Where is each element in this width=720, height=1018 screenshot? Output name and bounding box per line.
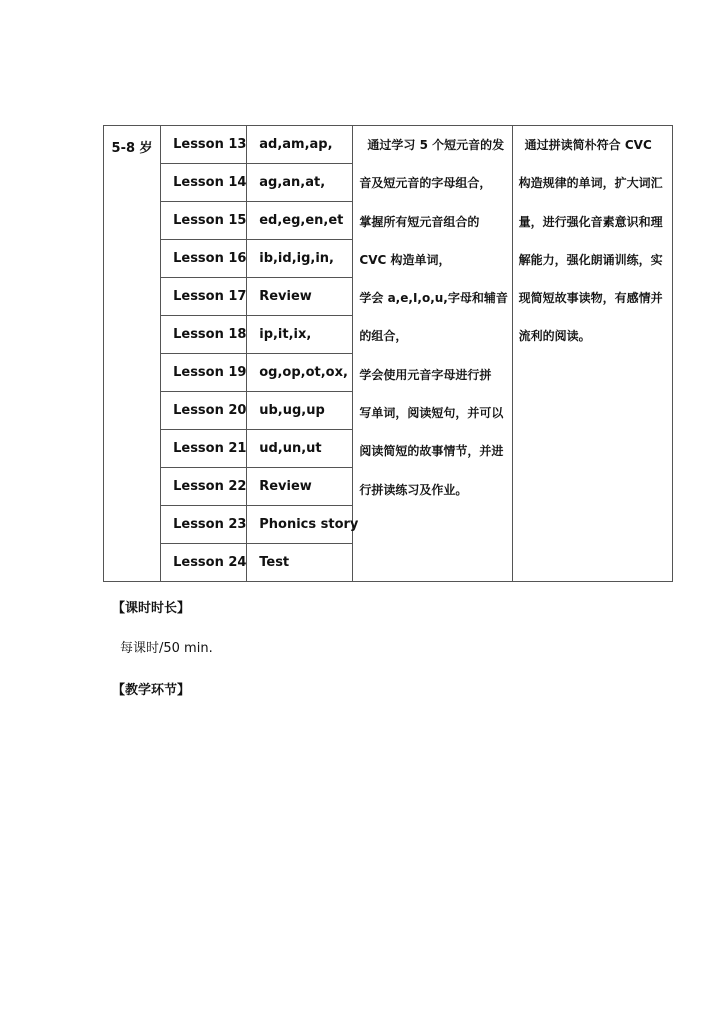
teaching-steps-heading: 【教学环节】 xyxy=(112,683,191,698)
target-text-line: 通过拼读简朴符合 CVC xyxy=(524,138,652,152)
lesson-name: Lesson 24 xyxy=(161,544,247,582)
lesson-name: Lesson 20 xyxy=(161,392,247,430)
lesson-name: Lesson 18 xyxy=(161,316,247,354)
lesson-content: ub,ug,up xyxy=(247,392,353,430)
lesson-name: Lesson 23 xyxy=(161,506,247,544)
lesson-name: Lesson 22 xyxy=(161,468,247,506)
lesson-name: Lesson 13 xyxy=(161,126,247,164)
lesson-content: ib,id,ig,in, xyxy=(247,240,353,278)
goal-text-line: 写单词，阅读短句，并可以 xyxy=(359,406,504,421)
table-row xyxy=(104,126,673,164)
lesson-name: Lesson 21 xyxy=(161,430,247,468)
curriculum-table xyxy=(103,125,673,582)
teaching-targets-cell xyxy=(512,126,672,582)
target-text-line: 构造规律的单词，扩大词汇 xyxy=(518,176,663,191)
lesson-name: Lesson 14 xyxy=(161,164,247,202)
goal-text-line: CVC 构造单词， xyxy=(359,252,451,267)
age-group-cell: 5-8 岁 xyxy=(104,126,161,582)
goal-text-line: 阅读简短的故事情节，并进 xyxy=(359,444,504,459)
lesson-content: Review xyxy=(247,468,353,506)
lesson-content: ip,it,ix, xyxy=(247,316,353,354)
lesson-name: Lesson 19 xyxy=(161,354,247,392)
lesson-content: Phonics story xyxy=(247,506,353,544)
goal-text-line: 的组合， xyxy=(359,329,408,344)
duration-text: 每课时/50 min. xyxy=(120,641,213,656)
lesson-content: Test xyxy=(247,544,353,582)
goal-text-line: 通过学习 5 个短元音的发 xyxy=(367,138,505,152)
learning-goals-cell xyxy=(353,126,512,582)
goal-text-line: 学会使用元音字母进行拼 xyxy=(359,367,492,382)
goal-text-line: 掌握所有短元音组合的 xyxy=(359,214,480,229)
target-text-line: 量，进行强化音素意识和理 xyxy=(518,214,663,229)
lesson-content: Review xyxy=(247,278,353,316)
target-text-line: 现简短故事读物，有感情并 xyxy=(518,291,663,306)
target-text-line: 流利的阅读。 xyxy=(518,329,591,344)
lesson-content: og,op,ot,ox, xyxy=(247,354,353,392)
goal-text-line: 音及短元音的字母组合， xyxy=(359,176,492,191)
lesson-content: ed,eg,en,et xyxy=(247,202,353,240)
lesson-name: Lesson 17 xyxy=(161,278,247,316)
duration-heading: 【课时时长】 xyxy=(112,601,191,616)
lesson-content: ag,an,at, xyxy=(247,164,353,202)
lesson-name: Lesson 16 xyxy=(161,240,247,278)
goal-text-line: 学会 a,e,I,o,u,字母和辅音 xyxy=(359,291,508,306)
goal-text-line: 行拼读练习及作业。 xyxy=(359,482,468,497)
lesson-name: Lesson 15 xyxy=(161,202,247,240)
lesson-content: ud,un,ut xyxy=(247,430,353,468)
target-text-line: 解能力，强化朗诵训练，实 xyxy=(518,252,663,267)
lesson-content: ad,am,ap, xyxy=(247,126,353,164)
